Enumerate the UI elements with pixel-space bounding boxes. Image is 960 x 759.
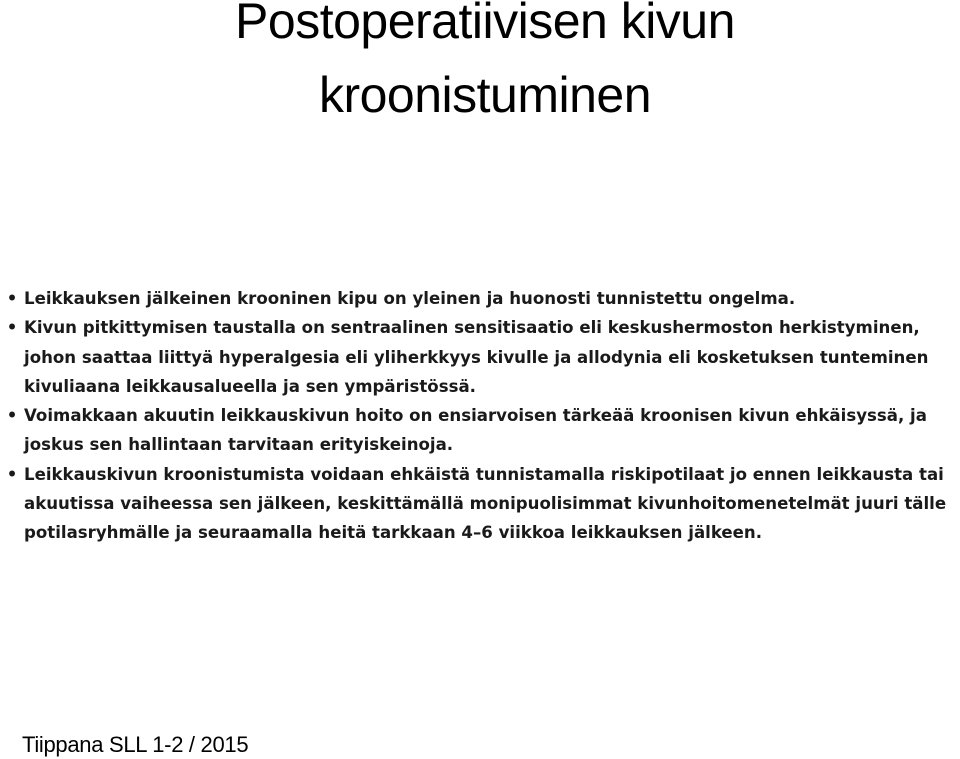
- slide-title: [0, 0, 960, 124]
- title-line-2: kroonistuminen: [318, 67, 652, 123]
- bullet-marker: •: [6, 318, 18, 338]
- title-line-1: Postoperatiivisen kivun: [235, 0, 735, 49]
- bullet-marker: •: [6, 464, 18, 484]
- bullet-marker: •: [6, 289, 18, 308]
- list-item: [4, 284, 956, 313]
- source-citation: Tiippana SLL 1-2 / 2015: [22, 732, 249, 757]
- bullet-text: Kivun pitkittymisen taustalla on sentraalinen sensitisaatio eli keskushermoston herkistyminen, johon saattaa liittyä hyperalgesia eli yliherkkyys kivulle ja allodynia eli kosketuksen tunteminen kivuliaana leikkausalueella ja sen ympäristössä.: [24, 318, 929, 396]
- bullet-text: Leikkauskivun kroonistumista voidaan ehkäistä tunnistamalla riskipotilaat jo ennen leikkausta tai akuutissa vaiheessa sen jälkeen, keskittämällä monipuolisimmat kivunhoitomenetelmät juuri tälle potilasryhmälle ja seuraamalla heitä tarkkaan 4–6 viikkoa leikkauksen jälkeen.: [24, 464, 947, 543]
- bullet-list: [4, 284, 956, 548]
- bullet-text: Voimakkaan akuutin leikkauskivun hoito on ensiarvoisen tärkeää kroonisen kivun ehkäisyssä, ja joskus sen hallintaan tarvitaan erityiskeinoja.: [24, 406, 927, 455]
- bullet-text: Leikkauksen jälkeinen krooninen kipu on yleinen ja huonosti tunnistettu ongelma.: [24, 289, 796, 308]
- bullet-marker: •: [6, 406, 18, 426]
- list-item: [4, 313, 956, 401]
- list-item: [4, 401, 956, 460]
- list-item: [4, 460, 956, 548]
